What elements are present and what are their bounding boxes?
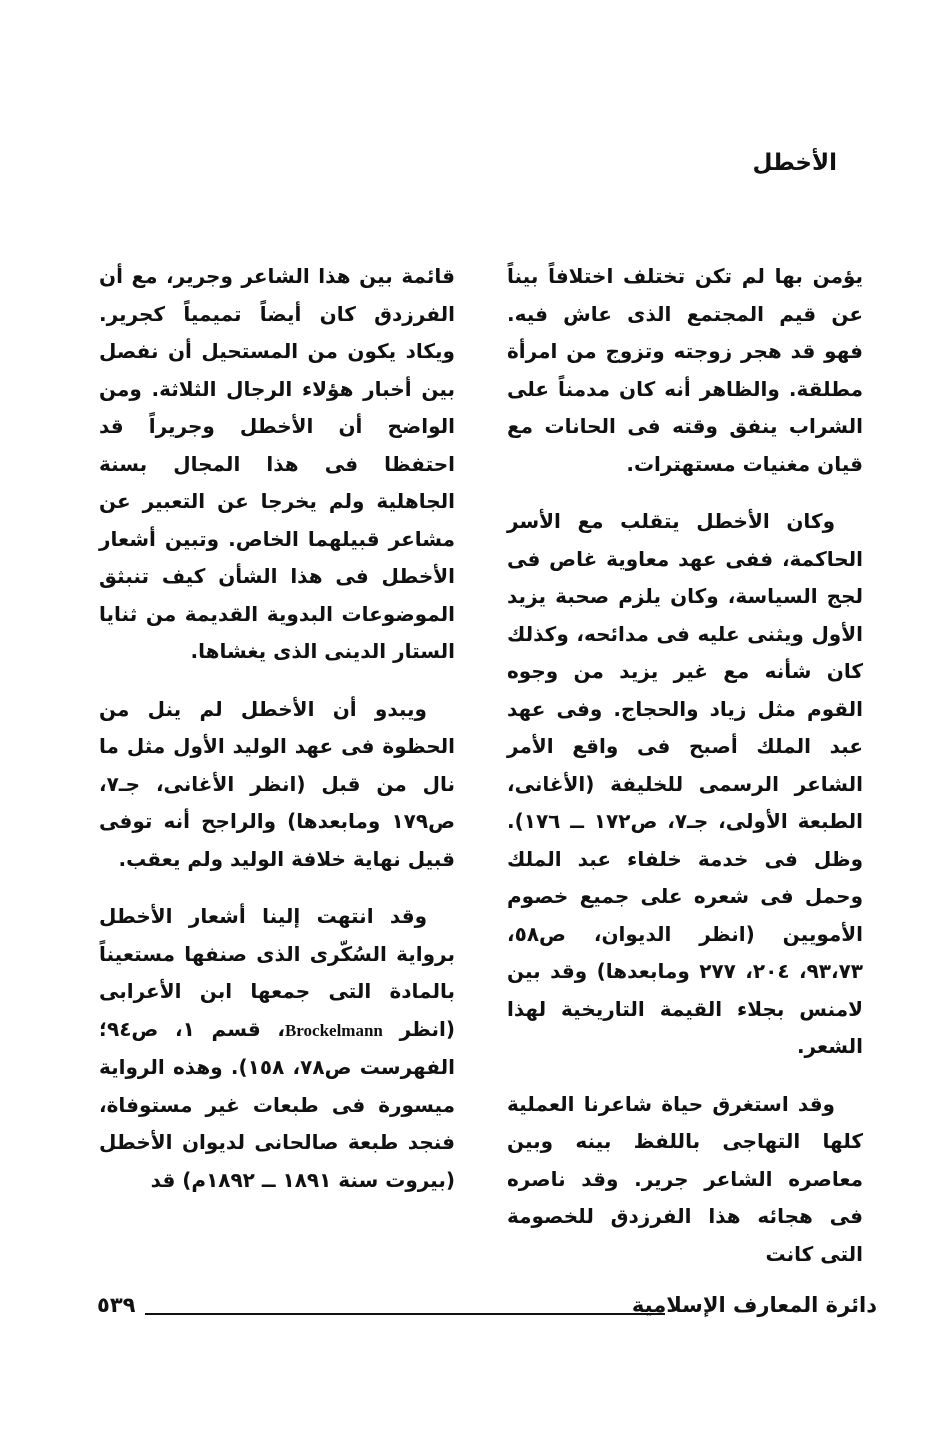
paragraph-with-citation <box>99 898 455 1199</box>
publication-title: دائرة المعارف الإسلامية <box>631 1293 877 1317</box>
text-column-left <box>99 258 455 1219</box>
page-footer <box>97 1293 877 1333</box>
paragraph-text: ، قسم ١، ص٩٤؛ الفهرست ص٧٨، ١٥٨). وهذه الرواية ميسورة فى طبعات غير مستوفاة، فنجد طبعة صالحانى لديوان الأخطل (بيروت سنة ١٨٩١ ــ ١٨٩٢م) قد <box>99 1016 455 1192</box>
paragraph-text: وقد انتهت إلينا أشعار الأخطل برواية السُكّرى الذى صنفها مستعيناً بالمادة التى جمعها ابن الأعرابى (انظر <box>99 904 456 1041</box>
text-column-right <box>507 258 863 1293</box>
paragraph: يؤمن بها لم تكن تختلف اختلافاً بيناً عن قيم المجتمع الذى عاش فيه. فهو قد هجر زوجته وتزوج من امرأة مطلقة. والظاهر أنه كان مدمناً على الشراب ينفق وقته فى الحانات مع قيان مغنيات مستهترات. <box>507 264 863 476</box>
paragraph: قائمة بين هذا الشاعر وجرير، مع أن الفرزدق كان أيضاً تميمياً كجرير. ويكاد يكون من المستحيل أن نفصل بين أخبار هؤلاء الرجال الثلاثة. ومن الواضح أن الأخطل وجريراً قد احتفظا فى هذا المجال بسنة الجاهلية ولم يخرجا عن التعبير عن مشاعر قبيلهما الخاص. وتبين أشعار الأخطل فى هذا الشأن كيف تنبثق الموضوعات البدوية القديمة من ثنايا الستار الدينى الذى يغشاها. <box>99 264 455 663</box>
paragraph: وقد استغرق حياة شاعرنا العملية كلها التهاجى باللفظ بينه وبين معاصره الشاعر جرير. وقد ناصره فى هجائه هذا الفرزدق للخصومة التى كانت <box>507 1091 863 1266</box>
page-number: ٥٣٩ <box>97 1293 136 1317</box>
footer-rule <box>145 1313 665 1315</box>
latin-citation: Brockelmann <box>284 1020 383 1040</box>
paragraph: وكان الأخطل يتقلب مع الأسر الحاكمة، ففى عهد معاوية غاص فى لجج السياسة، وكان يلزم صحبة يزيد الأول ويثنى عليه فى مدائحه، وكذلك كان شأنه مع غير يزيد من وجوه القوم مثل زياد والحجاج. وفى عهد عبد الملك أصبح فى واقع الأمر الشاعر الرسمى للخليفة (الأغانى، الطبعة الأولى، جـ٧، ص١٧٢ ــ ١٧٦). وظل فى خدمة خلفاء عبد الملك وحمل فى شعره على جميع خصوم الأمويين (انظر الديوان، ص٥٨، ٩٣،٧٣، ٢٠٤، ٢٧٧ ومابعدها) وقد بين لامنس بجلاء القيمة التاريخية لهذا الشعر. <box>507 509 863 1058</box>
running-title: الأخطل <box>752 150 837 176</box>
paragraph: ويبدو أن الأخطل لم ينل من الحظوة فى عهد الوليد الأول مثل ما نال من قبل (انظر الأغانى، جـ٧، ص١٧٩ ومابعدها) والراجح أنه توفى قبيل نهاية خلافة الوليد ولم يعقب. <box>99 696 455 871</box>
